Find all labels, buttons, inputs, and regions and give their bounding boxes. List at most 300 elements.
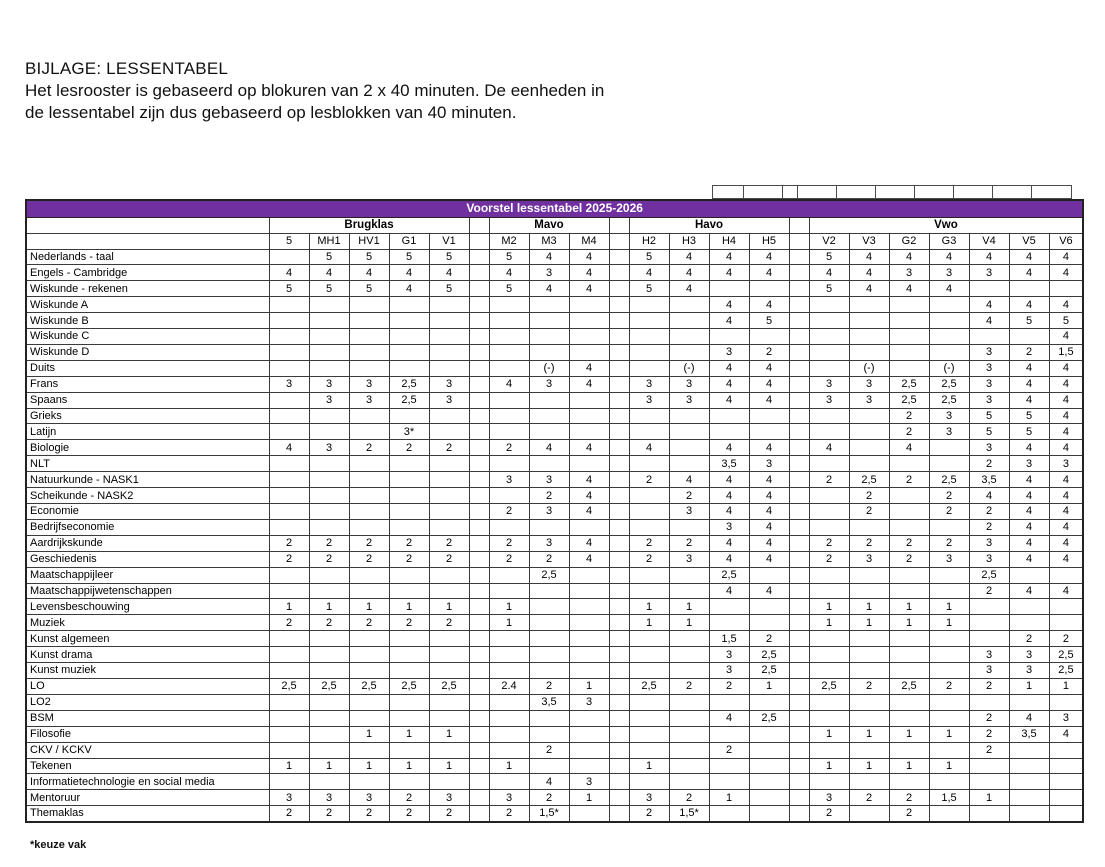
value-cell — [489, 567, 529, 583]
value-cell: 2 — [349, 806, 389, 822]
value-cell — [629, 742, 669, 758]
value-cell — [669, 329, 709, 345]
value-cell — [1009, 615, 1049, 631]
value-cell: 1 — [629, 615, 669, 631]
value-cell — [569, 710, 609, 726]
subject-cell: Wiskunde A — [26, 297, 269, 313]
value-cell: 4 — [1009, 472, 1049, 488]
value-cell: 3 — [849, 551, 889, 567]
value-cell — [489, 583, 529, 599]
value-cell — [889, 710, 929, 726]
value-cell: 2 — [669, 488, 709, 504]
value-cell: 1 — [429, 599, 469, 615]
subject-cell: LO2 — [26, 694, 269, 710]
value-cell — [269, 694, 309, 710]
value-cell — [269, 249, 309, 265]
value-cell: 4 — [969, 297, 1009, 313]
gap-cell — [469, 567, 489, 583]
value-cell — [969, 774, 1009, 790]
empty-cells-row — [713, 185, 1072, 199]
value-cell: 5 — [809, 249, 849, 265]
value-cell: 3 — [709, 647, 749, 663]
value-cell — [629, 424, 669, 440]
value-cell — [429, 504, 469, 520]
value-cell: 4 — [749, 488, 789, 504]
value-cell — [889, 742, 929, 758]
value-cell — [309, 519, 349, 535]
value-cell: 4 — [749, 551, 789, 567]
subject-cell: Scheikunde - NASK2 — [26, 488, 269, 504]
gap-cell — [789, 344, 809, 360]
gap-cell — [609, 344, 629, 360]
value-cell: 1,5* — [669, 806, 709, 822]
value-cell: 3 — [429, 376, 469, 392]
value-cell: 3 — [1009, 663, 1049, 679]
value-cell — [749, 599, 789, 615]
value-cell — [269, 472, 309, 488]
value-cell: 2 — [629, 535, 669, 551]
value-cell: 4 — [709, 376, 749, 392]
value-cell — [809, 710, 849, 726]
value-cell — [269, 663, 309, 679]
value-cell — [389, 742, 429, 758]
gap-cell — [789, 456, 809, 472]
gap-cell — [469, 456, 489, 472]
value-cell — [889, 329, 929, 345]
value-cell — [349, 313, 389, 329]
value-cell — [929, 313, 969, 329]
value-cell: 4 — [849, 249, 889, 265]
value-cell — [309, 456, 349, 472]
value-cell: 4 — [1049, 519, 1083, 535]
value-cell — [1049, 615, 1083, 631]
value-cell: 2,5 — [809, 678, 849, 694]
table-row — [26, 297, 1083, 313]
value-cell — [269, 297, 309, 313]
value-cell — [749, 742, 789, 758]
value-cell: 4 — [1049, 726, 1083, 742]
subject-cell: Muziek — [26, 615, 269, 631]
value-cell — [749, 806, 789, 822]
value-cell — [309, 742, 349, 758]
value-cell: 2 — [969, 742, 1009, 758]
value-cell — [489, 392, 529, 408]
value-cell — [629, 774, 669, 790]
table-row — [26, 647, 1083, 663]
value-cell: 3 — [349, 376, 389, 392]
value-cell — [569, 424, 609, 440]
subject-cell: Latijn — [26, 424, 269, 440]
value-cell — [669, 583, 709, 599]
value-cell — [489, 456, 529, 472]
value-cell — [669, 424, 709, 440]
value-cell: 1 — [269, 758, 309, 774]
value-cell: 2 — [749, 344, 789, 360]
subject-cell: Natuurkunde - NASK1 — [26, 472, 269, 488]
gap-cell — [469, 519, 489, 535]
subject-cell: Maatschappijwetenschappen — [26, 583, 269, 599]
value-cell: 4 — [1049, 583, 1083, 599]
value-cell — [709, 758, 749, 774]
value-cell — [309, 694, 349, 710]
value-cell: 4 — [1009, 488, 1049, 504]
value-cell — [309, 360, 349, 376]
value-cell — [269, 567, 309, 583]
column-header-hv1: HV1 — [349, 233, 389, 249]
value-cell — [1049, 599, 1083, 615]
gap-cell — [609, 599, 629, 615]
subject-cell: Aardrijkskunde — [26, 535, 269, 551]
value-cell: 2 — [529, 790, 569, 806]
value-cell: 1 — [809, 615, 849, 631]
group-header-brugklas: Brugklas — [269, 217, 469, 233]
value-cell — [569, 344, 609, 360]
value-cell: 4 — [929, 249, 969, 265]
value-cell — [489, 710, 529, 726]
value-cell — [569, 313, 609, 329]
value-cell: 4 — [1009, 376, 1049, 392]
value-cell — [529, 329, 569, 345]
value-cell — [709, 726, 749, 742]
value-cell: 4 — [269, 440, 309, 456]
value-cell — [1049, 790, 1083, 806]
value-cell: 2,5 — [889, 376, 929, 392]
value-cell: 1 — [489, 758, 529, 774]
value-cell: 3 — [749, 456, 789, 472]
value-cell — [889, 567, 929, 583]
value-cell — [849, 663, 889, 679]
gap-cell — [609, 710, 629, 726]
value-cell: 4 — [1049, 424, 1083, 440]
gap-cell — [789, 424, 809, 440]
gap-cell — [609, 519, 629, 535]
value-cell: 4 — [1009, 504, 1049, 520]
value-cell: 3 — [929, 424, 969, 440]
value-cell — [349, 329, 389, 345]
value-cell: 2 — [429, 551, 469, 567]
value-cell — [1009, 806, 1049, 822]
value-cell: 4 — [709, 583, 749, 599]
gap-cell — [609, 488, 629, 504]
value-cell — [389, 360, 429, 376]
gap-cell — [609, 456, 629, 472]
gap-cell — [609, 472, 629, 488]
value-cell: 1 — [309, 758, 349, 774]
value-cell — [669, 710, 709, 726]
value-cell — [929, 297, 969, 313]
value-cell: 5 — [309, 249, 349, 265]
value-cell: 4 — [749, 392, 789, 408]
value-cell: 3 — [569, 774, 609, 790]
gap-cell — [469, 313, 489, 329]
value-cell: 3 — [1009, 456, 1049, 472]
gap-cell — [789, 376, 809, 392]
table-row — [26, 329, 1083, 345]
value-cell — [489, 663, 529, 679]
value-cell: 3 — [929, 408, 969, 424]
value-cell — [349, 583, 389, 599]
value-cell: 4 — [709, 472, 749, 488]
value-cell: 2.4 — [489, 678, 529, 694]
value-cell: (-) — [849, 360, 889, 376]
gap-cell — [789, 567, 809, 583]
value-cell — [669, 567, 709, 583]
value-cell: 4 — [1049, 488, 1083, 504]
value-cell: 2 — [849, 535, 889, 551]
gap-cell — [789, 694, 809, 710]
value-cell — [809, 360, 849, 376]
value-cell — [429, 424, 469, 440]
value-cell: 5 — [349, 249, 389, 265]
value-cell: 1,5* — [529, 806, 569, 822]
value-cell: 2 — [1009, 631, 1049, 647]
table-row — [26, 392, 1083, 408]
table-row — [26, 488, 1083, 504]
subject-cell: Kunst muziek — [26, 663, 269, 679]
empty-cell — [836, 185, 876, 199]
value-cell — [529, 599, 569, 615]
value-cell — [529, 408, 569, 424]
value-cell: 2 — [709, 678, 749, 694]
gap-cell — [789, 806, 809, 822]
value-cell: 2 — [969, 519, 1009, 535]
value-cell — [749, 329, 789, 345]
empty-cell — [743, 185, 783, 199]
value-cell — [349, 742, 389, 758]
value-cell: 1 — [569, 790, 609, 806]
table-row — [26, 281, 1083, 297]
value-cell: 2 — [809, 806, 849, 822]
value-cell: 3 — [349, 790, 389, 806]
gap-cell — [789, 726, 809, 742]
value-cell: 3 — [969, 265, 1009, 281]
column-header-v4: V4 — [969, 233, 1009, 249]
value-cell — [749, 408, 789, 424]
value-cell — [849, 710, 889, 726]
value-cell — [389, 774, 429, 790]
gap-cell — [609, 615, 629, 631]
value-cell: 3,5 — [1009, 726, 1049, 742]
value-cell — [809, 329, 849, 345]
value-cell — [269, 408, 309, 424]
value-cell — [569, 758, 609, 774]
value-cell — [569, 647, 609, 663]
value-cell — [529, 392, 569, 408]
value-cell: 1 — [489, 599, 529, 615]
value-cell: 1 — [929, 599, 969, 615]
value-cell: 3 — [1049, 710, 1083, 726]
gap-cell — [469, 249, 489, 265]
value-cell: 1 — [929, 726, 969, 742]
value-cell — [569, 329, 609, 345]
value-cell: 4 — [709, 440, 749, 456]
value-cell — [669, 408, 709, 424]
value-cell: 3 — [669, 551, 709, 567]
gap-cell — [609, 758, 629, 774]
value-cell: 1 — [709, 790, 749, 806]
value-cell: 2 — [889, 424, 929, 440]
value-cell: 2,5 — [309, 678, 349, 694]
empty-cell — [1031, 185, 1072, 199]
value-cell — [669, 647, 709, 663]
empty-cell — [797, 185, 837, 199]
value-cell: 1 — [929, 758, 969, 774]
gap-cell — [789, 535, 809, 551]
subject-cell: LO — [26, 678, 269, 694]
value-cell — [349, 456, 389, 472]
value-cell — [529, 456, 569, 472]
value-cell: 4 — [969, 313, 1009, 329]
value-cell — [929, 806, 969, 822]
value-cell: 2,5 — [269, 678, 309, 694]
value-cell: 2 — [349, 535, 389, 551]
value-cell — [629, 313, 669, 329]
table-row — [26, 249, 1083, 265]
value-cell — [629, 504, 669, 520]
value-cell — [349, 488, 389, 504]
value-cell: 5 — [629, 281, 669, 297]
value-cell — [889, 344, 929, 360]
gap-cell — [609, 774, 629, 790]
value-cell: 3 — [529, 504, 569, 520]
value-cell — [349, 472, 389, 488]
column-header-v2: V2 — [809, 233, 849, 249]
value-cell — [389, 583, 429, 599]
value-cell: 2 — [269, 551, 309, 567]
value-cell: 4 — [1049, 265, 1083, 281]
value-cell — [269, 710, 309, 726]
value-cell: 4 — [1009, 360, 1049, 376]
gap-cell — [789, 265, 809, 281]
value-cell — [629, 488, 669, 504]
table-row — [26, 376, 1083, 392]
value-cell — [569, 297, 609, 313]
column-header-mh1: MH1 — [309, 233, 349, 249]
subject-cell: Bedrijfseconomie — [26, 519, 269, 535]
value-cell: 4 — [569, 249, 609, 265]
value-cell — [849, 424, 889, 440]
value-cell — [309, 647, 349, 663]
value-cell: 5 — [969, 408, 1009, 424]
gap-cell — [469, 726, 489, 742]
value-cell — [429, 297, 469, 313]
value-cell: 4 — [709, 504, 749, 520]
gap-cell — [789, 551, 809, 567]
value-cell — [569, 456, 609, 472]
gap-cell — [609, 265, 629, 281]
value-cell: 5 — [1049, 313, 1083, 329]
value-cell: 2 — [429, 440, 469, 456]
value-cell — [389, 504, 429, 520]
value-cell — [849, 408, 889, 424]
value-cell — [1049, 281, 1083, 297]
value-cell — [389, 408, 429, 424]
value-cell: 2,5 — [1049, 663, 1083, 679]
value-cell: 3,5 — [529, 694, 569, 710]
value-cell: 2 — [889, 472, 929, 488]
value-cell: 4 — [569, 265, 609, 281]
value-cell — [349, 424, 389, 440]
gap-cell — [609, 297, 629, 313]
table-row — [26, 774, 1083, 790]
value-cell — [889, 663, 929, 679]
gap-cell — [609, 281, 629, 297]
intro-line-2: de lessentabel zijn dus gebaseerd op lesblokken van 40 minuten. — [25, 103, 517, 122]
column-header-m2: M2 — [489, 233, 529, 249]
value-cell — [429, 313, 469, 329]
gap-cell — [609, 678, 629, 694]
value-cell — [809, 519, 849, 535]
value-cell: 3 — [349, 392, 389, 408]
value-cell: 2,5 — [889, 678, 929, 694]
value-cell — [569, 663, 609, 679]
value-cell — [629, 726, 669, 742]
value-cell: 3 — [629, 376, 669, 392]
value-cell — [669, 313, 709, 329]
value-cell — [569, 599, 609, 615]
subject-cell: Nederlands - taal — [26, 249, 269, 265]
value-cell: 2,5 — [969, 567, 1009, 583]
page-title: BIJLAGE: LESSENTABEL — [25, 59, 229, 78]
value-cell: 4 — [749, 440, 789, 456]
value-cell: 2 — [969, 678, 1009, 694]
value-cell — [389, 647, 429, 663]
value-cell: 2 — [669, 790, 709, 806]
value-cell: 4 — [309, 265, 349, 281]
value-cell: 4 — [749, 265, 789, 281]
value-cell — [969, 329, 1009, 345]
value-cell: 2,5 — [349, 678, 389, 694]
gap-cell — [469, 376, 489, 392]
value-cell — [569, 726, 609, 742]
value-cell — [389, 472, 429, 488]
subject-cell: Frans — [26, 376, 269, 392]
value-cell: 2 — [349, 615, 389, 631]
gap-cell — [789, 631, 809, 647]
value-cell: 5 — [969, 424, 1009, 440]
value-cell: 1,5 — [1049, 344, 1083, 360]
value-cell — [669, 456, 709, 472]
subject-cell: Duits — [26, 360, 269, 376]
gap-cell — [789, 710, 809, 726]
value-cell — [309, 726, 349, 742]
value-cell — [1049, 806, 1083, 822]
value-cell — [669, 631, 709, 647]
value-cell: 3 — [309, 392, 349, 408]
value-cell: 3 — [969, 360, 1009, 376]
value-cell: 2 — [529, 551, 569, 567]
value-cell: 3 — [1009, 647, 1049, 663]
value-cell — [809, 408, 849, 424]
value-cell: 4 — [749, 583, 789, 599]
value-cell: 1 — [849, 726, 889, 742]
value-cell — [309, 488, 349, 504]
gap-cell — [609, 424, 629, 440]
value-cell — [669, 774, 709, 790]
gap-cell — [789, 297, 809, 313]
value-cell: 1 — [849, 599, 889, 615]
value-cell — [429, 631, 469, 647]
gap-cell — [789, 504, 809, 520]
value-cell: 2 — [889, 551, 929, 567]
value-cell: 2 — [1049, 631, 1083, 647]
value-cell: 4 — [749, 535, 789, 551]
gap-cell — [609, 567, 629, 583]
value-cell: 2,5 — [629, 678, 669, 694]
gap-cell — [789, 281, 809, 297]
value-cell: 2 — [889, 408, 929, 424]
group-header-vwo: Vwo — [809, 217, 1083, 233]
